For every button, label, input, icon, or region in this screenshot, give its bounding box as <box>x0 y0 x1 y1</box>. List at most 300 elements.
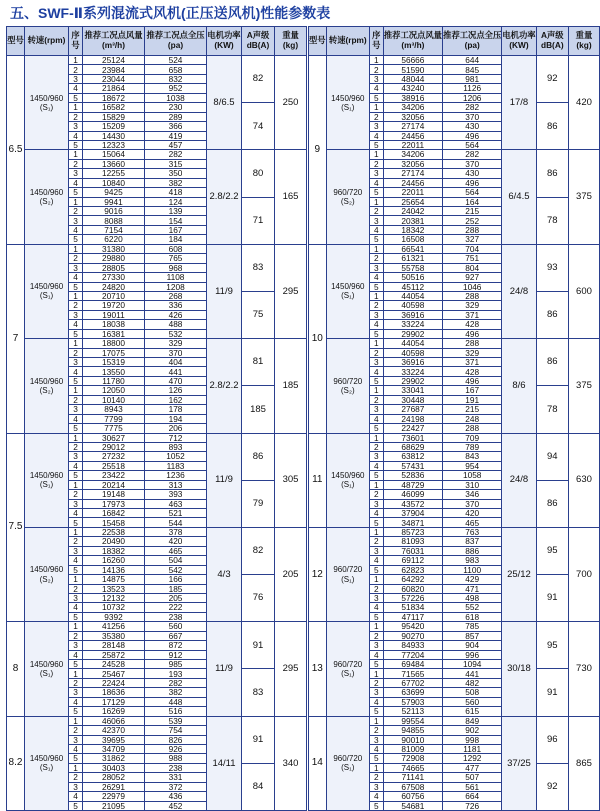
pressure-cell: 185 <box>145 584 207 593</box>
header-power: 电机功率(KW) <box>207 27 242 56</box>
weight-cell: 340 <box>275 716 307 810</box>
index-cell: 3 <box>69 688 83 697</box>
index-cell: 2 <box>69 584 83 593</box>
pressure-cell: 785 <box>443 622 502 631</box>
weight-cell: 630 <box>568 433 599 527</box>
noise-cell: 82 <box>242 56 275 103</box>
header-row <box>7 27 307 56</box>
airflow-cell: 57431 <box>383 461 442 470</box>
pressure-cell: 248 <box>443 414 502 423</box>
airflow-cell: 17129 <box>83 697 145 706</box>
noise-cell: 80 <box>242 150 275 197</box>
index-cell: 4 <box>69 744 83 753</box>
index-cell: 2 <box>369 442 383 451</box>
pressure-cell: 542 <box>145 565 207 574</box>
index-cell: 4 <box>369 650 383 659</box>
index-cell: 2 <box>69 348 83 357</box>
index-cell: 2 <box>369 678 383 687</box>
speed-cell <box>25 716 69 810</box>
index-cell: 1 <box>369 669 383 678</box>
index-cell: 5 <box>369 282 383 291</box>
weight-cell: 305 <box>275 433 307 527</box>
noise-cell: 86 <box>536 480 568 527</box>
index-cell: 1 <box>369 527 383 536</box>
power-cell: 11/9 <box>207 244 242 338</box>
header-speed: 转速(rpm) <box>25 27 69 56</box>
index-cell: 3 <box>69 405 83 414</box>
pressure-cell: 166 <box>145 575 207 584</box>
pressure-cell: 154 <box>145 216 207 225</box>
airflow-cell: 29012 <box>83 442 145 451</box>
index-cell: 3 <box>369 122 383 131</box>
index-cell: 4 <box>369 461 383 470</box>
header-model: 型号 <box>309 27 327 56</box>
index-cell: 5 <box>369 707 383 716</box>
speed-value: 960/720 <box>333 565 363 575</box>
airflow-cell: 15064 <box>83 150 145 159</box>
table-row <box>7 244 307 253</box>
index-cell: 3 <box>369 216 383 225</box>
airflow-cell: 16582 <box>83 103 145 112</box>
pressure-cell: 329 <box>443 348 502 357</box>
airflow-cell: 45112 <box>383 282 442 291</box>
index-cell: 1 <box>69 763 83 772</box>
pressure-cell: 419 <box>145 131 207 140</box>
index-cell: 5 <box>369 235 383 244</box>
pressure-cell: 420 <box>145 537 207 546</box>
pressure-cell: 124 <box>145 197 207 206</box>
index-cell: 1 <box>69 291 83 300</box>
header-noise: A声级dB(A) <box>536 27 568 56</box>
index-cell: 5 <box>69 707 83 716</box>
noise-cell: 91 <box>536 669 568 716</box>
airflow-cell: 15829 <box>83 112 145 121</box>
header-row <box>309 27 600 56</box>
pressure-cell: 1052 <box>145 452 207 461</box>
pressure-cell: 482 <box>443 678 502 687</box>
index-cell: 5 <box>69 93 83 102</box>
airflow-cell: 39695 <box>83 735 145 744</box>
index-cell: 4 <box>69 461 83 470</box>
airflow-cell: 60820 <box>383 584 442 593</box>
pressure-cell: 544 <box>145 518 207 527</box>
index-cell: 3 <box>369 735 383 744</box>
pressure-cell: 370 <box>443 159 502 168</box>
power-cell: 24/8 <box>502 244 536 338</box>
airflow-cell: 19148 <box>83 490 145 499</box>
speed-cell <box>326 339 369 433</box>
index-cell: 5 <box>369 329 383 338</box>
index-cell: 2 <box>69 254 83 263</box>
index-cell: 3 <box>369 358 383 367</box>
airflow-cell: 27232 <box>83 452 145 461</box>
noise-cell: 86 <box>536 339 568 386</box>
speed-value: 1450/960 <box>29 282 64 292</box>
pressure-cell: 667 <box>145 631 207 640</box>
pressure-cell: 1100 <box>443 565 502 574</box>
pressure-cell: 282 <box>145 678 207 687</box>
airflow-cell: 24456 <box>383 131 442 140</box>
airflow-cell: 43572 <box>383 499 442 508</box>
index-cell: 5 <box>69 329 83 338</box>
pressure-cell: 763 <box>443 527 502 536</box>
noise-cell: 78 <box>536 197 568 244</box>
pressure-cell: 382 <box>145 178 207 187</box>
index-cell: 3 <box>69 499 83 508</box>
airflow-cell: 21095 <box>83 801 145 810</box>
model-cell: 6.5 <box>7 56 25 245</box>
index-cell: 5 <box>69 376 83 385</box>
pressure-cell: 1058 <box>443 471 502 480</box>
airflow-cell: 26291 <box>83 782 145 791</box>
index-cell: 3 <box>369 169 383 178</box>
noise-cell: 71 <box>242 197 275 244</box>
airflow-cell: 90270 <box>383 631 442 640</box>
index-cell: 2 <box>369 490 383 499</box>
index-cell: 4 <box>369 131 383 140</box>
page-title: 五、SWF-Ⅱ系列混流式风机(正压送风机)性能参数表 <box>10 5 331 21</box>
table-row <box>7 150 307 159</box>
pressure-cell: 1094 <box>443 660 502 669</box>
pressure-cell: 315 <box>145 159 207 168</box>
airflow-cell: 32056 <box>383 159 442 168</box>
pressure-cell: 521 <box>145 509 207 518</box>
pressure-cell: 496 <box>443 376 502 385</box>
header-model: 型号 <box>7 27 25 56</box>
table-row <box>309 527 600 536</box>
airflow-cell: 67702 <box>383 678 442 687</box>
airflow-cell: 52113 <box>383 707 442 716</box>
index-cell: 3 <box>69 546 83 555</box>
pressure-cell: 849 <box>443 716 502 725</box>
noise-cell: 185 <box>242 386 275 433</box>
airflow-cell: 31380 <box>83 244 145 253</box>
index-cell: 4 <box>69 225 83 234</box>
pressure-cell: 470 <box>145 376 207 385</box>
speed-value: 1450/960 <box>331 93 365 103</box>
airflow-cell: 60756 <box>383 792 442 801</box>
index-cell: 3 <box>369 593 383 602</box>
index-cell: 5 <box>69 282 83 291</box>
pressure-cell: 712 <box>145 433 207 442</box>
index-cell: 5 <box>369 565 383 574</box>
index-cell: 5 <box>69 471 83 480</box>
index-cell: 2 <box>69 442 83 451</box>
weight-cell: 375 <box>568 339 599 433</box>
airflow-cell: 29902 <box>383 329 442 338</box>
index-cell: 3 <box>69 310 83 319</box>
speed-cell <box>326 150 369 244</box>
pressure-cell: 981 <box>443 74 502 83</box>
index-cell: 2 <box>69 301 83 310</box>
pressure-cell: 564 <box>443 140 502 149</box>
airflow-cell: 27174 <box>383 122 442 131</box>
airflow-cell: 43240 <box>383 84 442 93</box>
pressure-cell: 222 <box>145 603 207 612</box>
index-cell: 2 <box>369 159 383 168</box>
index-cell: 2 <box>69 490 83 499</box>
airflow-cell: 52836 <box>383 471 442 480</box>
airflow-cell: 18800 <box>83 339 145 348</box>
airflow-cell: 42370 <box>83 726 145 735</box>
pressure-cell: 1126 <box>443 84 502 93</box>
pressure-cell: 488 <box>145 320 207 329</box>
airflow-cell: 16842 <box>83 509 145 518</box>
pressure-cell: 539 <box>145 716 207 725</box>
index-cell: 4 <box>369 367 383 376</box>
airflow-cell: 37904 <box>383 509 442 518</box>
power-cell: 8/6.5 <box>207 56 242 150</box>
speed-stage: (S₂) <box>39 574 54 584</box>
airflow-cell: 29902 <box>383 376 442 385</box>
index-cell: 4 <box>369 273 383 282</box>
index-cell: 2 <box>369 254 383 263</box>
speed-stage: (S₂) <box>340 197 355 207</box>
index-cell: 5 <box>69 518 83 527</box>
airflow-cell: 48729 <box>383 480 442 489</box>
speed-value: 1450/960 <box>29 471 64 480</box>
pressure-cell: 452 <box>145 801 207 810</box>
header-weight: 重量(kg) <box>568 27 599 56</box>
index-cell: 2 <box>369 631 383 640</box>
index-cell: 4 <box>369 509 383 518</box>
index-cell: 5 <box>69 612 83 621</box>
speed-value: 960/720 <box>333 754 363 764</box>
pressure-cell: 644 <box>443 56 502 65</box>
airflow-cell: 38916 <box>383 93 442 102</box>
airflow-cell: 40598 <box>383 348 442 357</box>
weight-cell: 205 <box>275 527 307 621</box>
pressure-cell: 832 <box>145 74 207 83</box>
index-cell: 5 <box>69 140 83 149</box>
index-cell: 3 <box>69 452 83 461</box>
index-cell: 4 <box>369 178 383 187</box>
power-cell: 30/18 <box>502 622 536 716</box>
airflow-cell: 8088 <box>83 216 145 225</box>
airflow-cell: 33224 <box>383 320 442 329</box>
speed-value: 1450/960 <box>29 376 64 386</box>
airflow-cell: 32056 <box>383 112 442 121</box>
speed-stage: (S₁) <box>341 102 355 112</box>
index-cell: 5 <box>369 376 383 385</box>
noise-cell: 78 <box>536 386 568 433</box>
header-power: 电机功率(KW) <box>502 27 536 56</box>
index-cell: 1 <box>69 103 83 112</box>
index-cell: 1 <box>369 197 383 206</box>
airflow-cell: 16381 <box>83 329 145 338</box>
noise-cell: 86 <box>536 103 568 150</box>
noise-cell: 75 <box>242 291 275 338</box>
header-airflow: 推荐工况点风量(m³/h) <box>83 27 145 56</box>
speed-stage: (S₁) <box>39 102 54 112</box>
airflow-cell: 15209 <box>83 122 145 131</box>
airflow-cell: 76031 <box>383 546 442 555</box>
airflow-cell: 8943 <box>83 405 145 414</box>
pressure-cell: 904 <box>443 641 502 650</box>
pressure-cell: 327 <box>443 235 502 244</box>
table-row <box>309 622 600 631</box>
pressure-cell: 282 <box>145 150 207 159</box>
speed-stage: (S₂) <box>340 385 355 395</box>
index-cell: 2 <box>369 773 383 782</box>
noise-cell: 92 <box>536 56 568 103</box>
pressure-cell: 804 <box>443 263 502 272</box>
index-cell: 2 <box>69 773 83 782</box>
pressure-cell: 927 <box>443 273 502 282</box>
speed-value: 1450/960 <box>29 659 64 669</box>
pressure-cell: 498 <box>443 593 502 602</box>
airflow-cell: 31862 <box>83 754 145 763</box>
speed-value: 1450/960 <box>29 565 64 575</box>
pressure-cell: 126 <box>145 386 207 395</box>
power-cell: 2.8/2.2 <box>207 150 242 244</box>
index-cell: 1 <box>69 716 83 725</box>
airflow-cell: 23984 <box>83 65 145 74</box>
pressure-cell: 837 <box>443 537 502 546</box>
index-cell: 4 <box>369 225 383 234</box>
index-cell: 4 <box>369 320 383 329</box>
speed-stage: (S₁) <box>39 291 54 301</box>
table-row <box>309 339 600 348</box>
pressure-cell: 366 <box>145 122 207 131</box>
pressure-cell: 268 <box>145 291 207 300</box>
index-cell: 5 <box>369 660 383 669</box>
airflow-cell: 20381 <box>383 216 442 225</box>
speed-stage: (S₁) <box>341 763 355 773</box>
airflow-cell: 51834 <box>383 603 442 612</box>
airflow-cell: 81009 <box>383 744 442 753</box>
index-cell: 3 <box>69 735 83 744</box>
speed-stage: (S₁) <box>341 480 355 490</box>
airflow-cell: 13523 <box>83 584 145 593</box>
speed-value: 960/720 <box>333 376 363 386</box>
pressure-cell: 893 <box>145 442 207 451</box>
pressure-cell: 508 <box>443 688 502 697</box>
index-cell: 1 <box>369 386 383 395</box>
airflow-cell: 15458 <box>83 518 145 527</box>
model-cell: 12 <box>309 527 327 621</box>
index-cell: 4 <box>69 556 83 565</box>
header-noise: A声级dB(A) <box>242 27 275 56</box>
index-cell: 3 <box>69 593 83 602</box>
pressure-cell: 754 <box>145 726 207 735</box>
index-cell: 2 <box>369 301 383 310</box>
noise-cell: 74 <box>242 103 275 150</box>
pressure-cell: 560 <box>443 697 502 706</box>
pressure-cell: 618 <box>443 612 502 621</box>
pressure-cell: 516 <box>145 707 207 716</box>
airflow-cell: 27687 <box>383 405 442 414</box>
airflow-cell: 19011 <box>83 310 145 319</box>
index-cell: 2 <box>69 112 83 121</box>
airflow-cell: 25654 <box>383 197 442 206</box>
speed-cell <box>326 622 369 716</box>
noise-cell: 94 <box>536 433 568 480</box>
pressure-cell: 1206 <box>443 93 502 102</box>
weight-cell: 165 <box>275 150 307 244</box>
pressure-cell: 378 <box>145 527 207 536</box>
speed-cell <box>326 56 369 150</box>
noise-cell: 91 <box>242 622 275 669</box>
index-cell: 1 <box>69 339 83 348</box>
airflow-cell: 19720 <box>83 301 145 310</box>
index-cell: 5 <box>369 518 383 527</box>
airflow-cell: 23422 <box>83 471 145 480</box>
table-row <box>7 527 307 536</box>
index-cell: 4 <box>369 744 383 753</box>
pressure-cell: 370 <box>145 348 207 357</box>
airflow-cell: 72908 <box>383 754 442 763</box>
noise-cell: 83 <box>242 244 275 291</box>
airflow-cell: 18382 <box>83 546 145 555</box>
airflow-cell: 18672 <box>83 93 145 102</box>
airflow-cell: 56666 <box>383 56 442 65</box>
index-cell: 2 <box>69 537 83 546</box>
airflow-cell: 27174 <box>383 169 442 178</box>
airflow-cell: 35380 <box>83 631 145 640</box>
speed-stage: (S₁) <box>39 763 54 773</box>
power-cell: 2.8/2.2 <box>207 339 242 433</box>
index-cell: 3 <box>369 499 383 508</box>
pressure-cell: 872 <box>145 641 207 650</box>
airflow-cell: 11780 <box>83 376 145 385</box>
airflow-cell: 14136 <box>83 565 145 574</box>
weight-cell: 700 <box>568 527 599 621</box>
index-cell: 5 <box>369 424 383 433</box>
speed-value: 1450/960 <box>29 187 64 197</box>
airflow-cell: 64292 <box>383 575 442 584</box>
pressure-cell: 370 <box>443 112 502 121</box>
index-cell: 2 <box>369 112 383 121</box>
airflow-cell: 24198 <box>383 414 442 423</box>
speed-value: 1450/960 <box>331 471 365 480</box>
pressure-cell: 463 <box>145 499 207 508</box>
pressure-cell: 983 <box>443 556 502 565</box>
index-cell: 5 <box>369 754 383 763</box>
pressure-cell: 465 <box>443 518 502 527</box>
pressure-cell: 564 <box>443 188 502 197</box>
header-airflow: 推荐工况点风量(m³/h) <box>383 27 442 56</box>
airflow-cell: 9392 <box>83 612 145 621</box>
pressure-cell: 206 <box>145 424 207 433</box>
index-cell: 3 <box>369 546 383 555</box>
power-cell: 25/12 <box>502 527 536 621</box>
airflow-cell: 22427 <box>383 424 442 433</box>
speed-cell <box>326 433 369 527</box>
airflow-cell: 16269 <box>83 707 145 716</box>
pressure-cell: 952 <box>145 84 207 93</box>
pressure-cell: 496 <box>443 131 502 140</box>
weight-cell: 375 <box>568 150 599 244</box>
speed-value: 960/720 <box>333 187 363 197</box>
power-cell: 37/25 <box>502 716 536 810</box>
airflow-cell: 17973 <box>83 499 145 508</box>
airflow-cell: 24456 <box>383 178 442 187</box>
index-cell: 4 <box>69 697 83 706</box>
performance-table-right <box>308 26 600 811</box>
airflow-cell: 27330 <box>83 273 145 282</box>
pressure-cell: 477 <box>443 763 502 772</box>
pressure-cell: 1181 <box>443 744 502 753</box>
noise-cell: 86 <box>242 433 275 480</box>
index-cell: 2 <box>69 207 83 216</box>
airflow-cell: 71141 <box>383 773 442 782</box>
index-cell: 3 <box>69 358 83 367</box>
airflow-cell: 22979 <box>83 792 145 801</box>
weight-cell: 250 <box>275 56 307 150</box>
airflow-cell: 23044 <box>83 74 145 83</box>
index-cell: 2 <box>69 65 83 74</box>
